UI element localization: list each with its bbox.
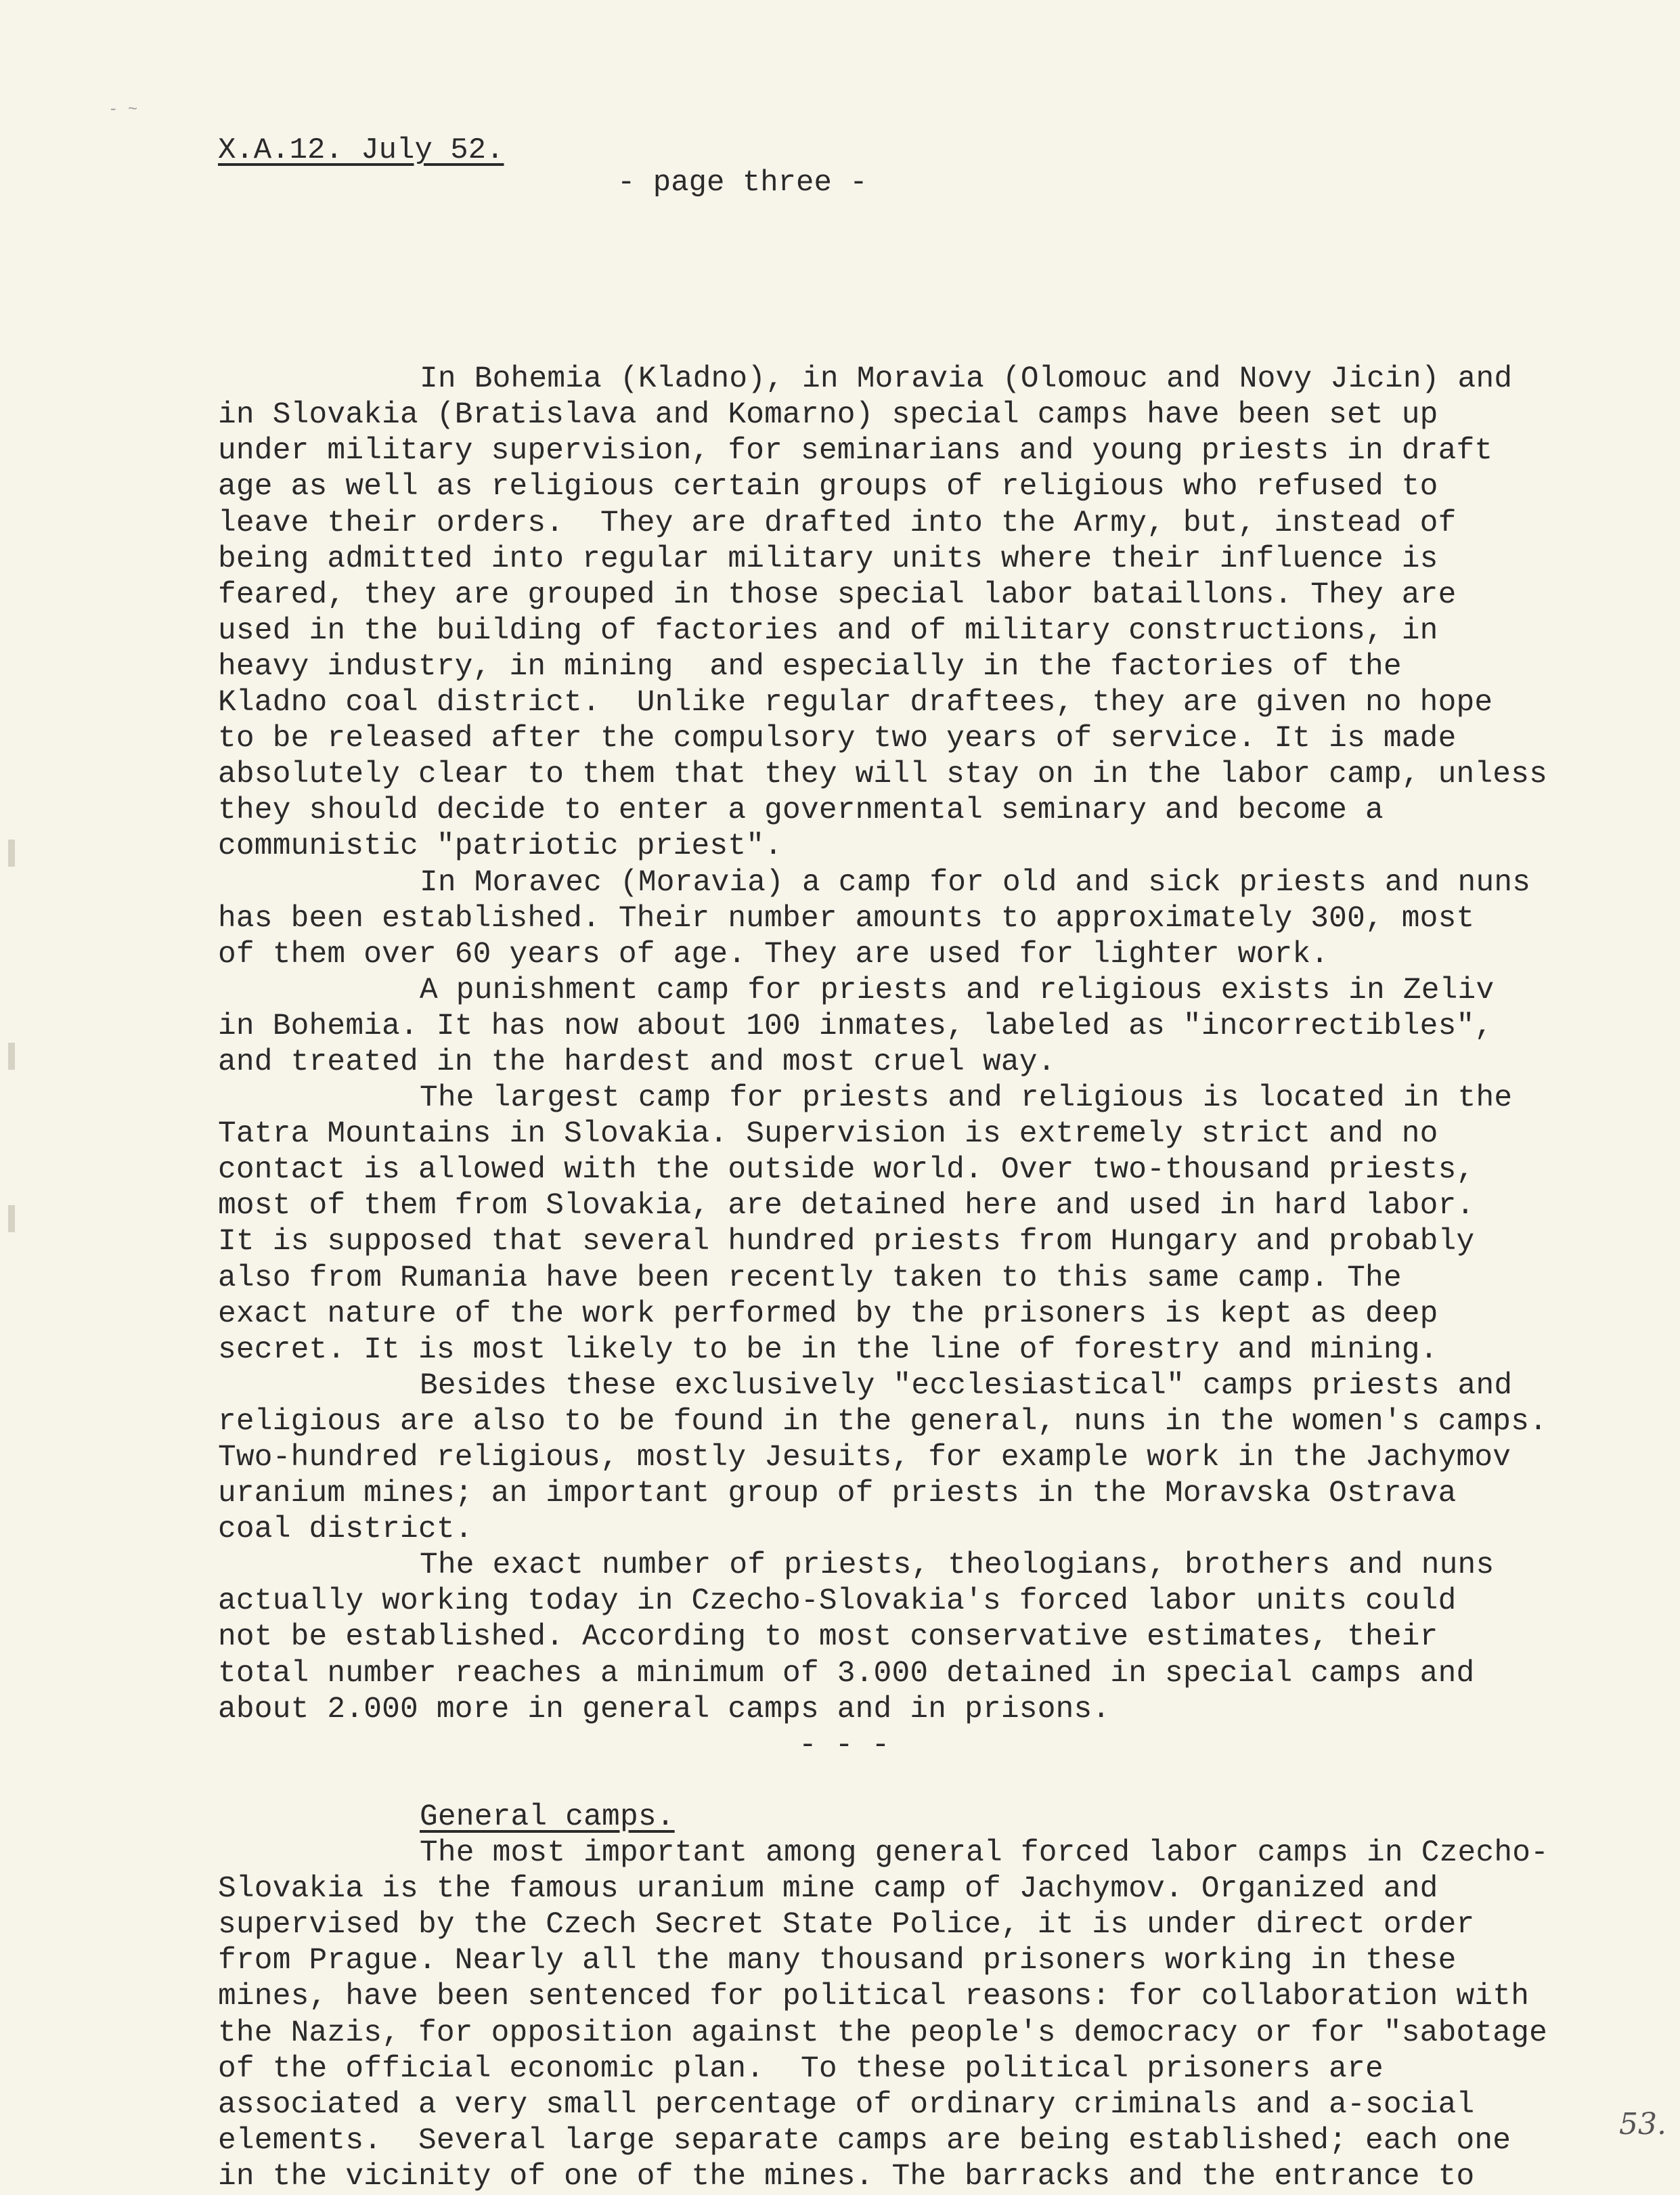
text-line: has been established. Their number amounts to approximately 300, most: [218, 901, 1475, 936]
page-number: 53.: [1619, 2107, 1666, 2142]
text-line: Slovakia is the famous uranium mine camp of Jachymov. Organized and: [218, 1872, 1438, 1907]
text-line: heavy industry, in mining and especially in the factories of the: [218, 649, 1402, 684]
text-line: in Slovakia (Bratislava and Komarno) special camps have been set up: [218, 398, 1438, 433]
text-line: secret. It is most likely to be in the line of forestry and mining.: [218, 1332, 1438, 1367]
text-line: also from Rumania have been recently taken to this same camp. The: [218, 1261, 1402, 1295]
document-reference: X.A.12. July 52.: [218, 133, 504, 167]
text-line: they should decide to enter a governmental seminary and become a: [218, 794, 1384, 828]
text-line: being admitted into regular military units where their influence is: [218, 542, 1438, 576]
text-line: In Bohemia (Kladno), in Moravia (Olomouc and Novy Jicin) and: [420, 362, 1513, 397]
document-body: [218, 290, 1673, 2195]
text-line: used in the building of factories and of military constructions, in: [218, 613, 1438, 648]
text-line: in Bohemia. It has now about 100 inmates, labeled as "incorrectibles",: [218, 1009, 1493, 1043]
punch-mark: [8, 1043, 15, 1070]
text-line: elements. Several large separate camps are being established; each one: [218, 2123, 1511, 2158]
text-line: actually working today in Czecho-Slovakia's forced labor units could: [218, 1584, 1457, 1619]
section-separator: - - -: [799, 1728, 890, 1762]
text-line: leave their orders. They are drafted into the Army, but, instead of: [218, 506, 1457, 540]
section-heading-text: General camps.: [420, 1800, 675, 1834]
text-line: of the official economic plan. To these political prisoners are: [218, 2051, 1384, 2086]
text-line: absolutely clear to them that they will stay on in the labor camp, unless: [218, 758, 1548, 792]
text-line: communistic "patriotic priest".: [218, 829, 783, 864]
text-line: not be established. According to most conservative estimates, their: [218, 1620, 1438, 1655]
text-line: Kladno coal district. Unlike regular draftees, they are given no hope: [218, 686, 1493, 720]
text-line: the Nazis, for opposition against the people's democracy or for "sabotage: [218, 2016, 1548, 2050]
text-line: about 2.000 more in general camps and in prisons.: [218, 1692, 1111, 1726]
text-line: and treated in the hardest and most cruel way.: [218, 1045, 1056, 1079]
page-label: - page three -: [617, 166, 868, 200]
text-line: supervised by the Czech Secret State Police, it is under direct order: [218, 1908, 1475, 1942]
punch-mark: [8, 840, 15, 867]
text-line: Tatra Mountains in Slovakia. Supervision is extremely strict and no: [218, 1117, 1438, 1152]
text-line: religious are also to be found in the general, nuns in the women's camps.: [218, 1404, 1548, 1439]
text-line: The most important among general forced labor camps in Czecho-: [420, 1836, 1549, 1871]
text-line: exact nature of the work performed by the prisoners is kept as deep: [218, 1297, 1438, 1331]
text-line: Besides these exclusively "ecclesiastical" camps priests and: [420, 1368, 1513, 1403]
text-line: A punishment camp for priests and religious exists in Zeliv: [420, 973, 1495, 1007]
margin-mark: - ~: [108, 101, 138, 119]
section-heading: [218, 1800, 1673, 1835]
text-line: in the vicinity of one of the mines. The barracks and the entrance to: [218, 2159, 1475, 2194]
text-line: feared, they are grouped in those special labor bataillons. They are: [218, 578, 1457, 612]
text-line: coal district.: [218, 1513, 473, 1547]
spacer: [218, 1764, 1673, 1800]
text-line: The largest camp for priests and religious is located in the: [420, 1081, 1513, 1116]
text-line: It is supposed that several hundred priests from Hungary and probably: [218, 1225, 1475, 1259]
text-line: In Moravec (Moravia) a camp for old and sick priests and nuns: [420, 865, 1531, 900]
text-line: contact is allowed with the outside world. Over two-thousand priests,: [218, 1153, 1475, 1188]
text-line: under military supervision, for seminarians and young priests in draft: [218, 434, 1493, 469]
text-line: Two-hundred religious, mostly Jesuits, for example work in the Jachymov: [218, 1441, 1511, 1475]
text-line: from Prague. Nearly all the many thousand prisoners working in these: [218, 1944, 1457, 1978]
punch-mark: [8, 1205, 15, 1232]
text-line: to be released after the compulsory two years of service. It is made: [218, 722, 1457, 756]
text-line: associated a very small percentage of ordinary criminals and a-social: [218, 2087, 1475, 2122]
text-line: uranium mines; an important group of priests in the Moravska Ostrava: [218, 1477, 1457, 1511]
text-line: most of them from Slovakia, are detained here and used in hard labor.: [218, 1189, 1475, 1223]
text-line: total number reaches a minimum of 3.000 detained in special camps and: [218, 1656, 1475, 1691]
text-line: mines, have been sentenced for political reasons: for collaboration with: [218, 1980, 1530, 2014]
text-line: of them over 60 years of age. They are used for lighter work.: [218, 937, 1329, 972]
text-line: The exact number of priests, theologians, brothers and nuns: [420, 1548, 1495, 1583]
text-line: age as well as religious certain groups of religious who refused to: [218, 470, 1438, 504]
